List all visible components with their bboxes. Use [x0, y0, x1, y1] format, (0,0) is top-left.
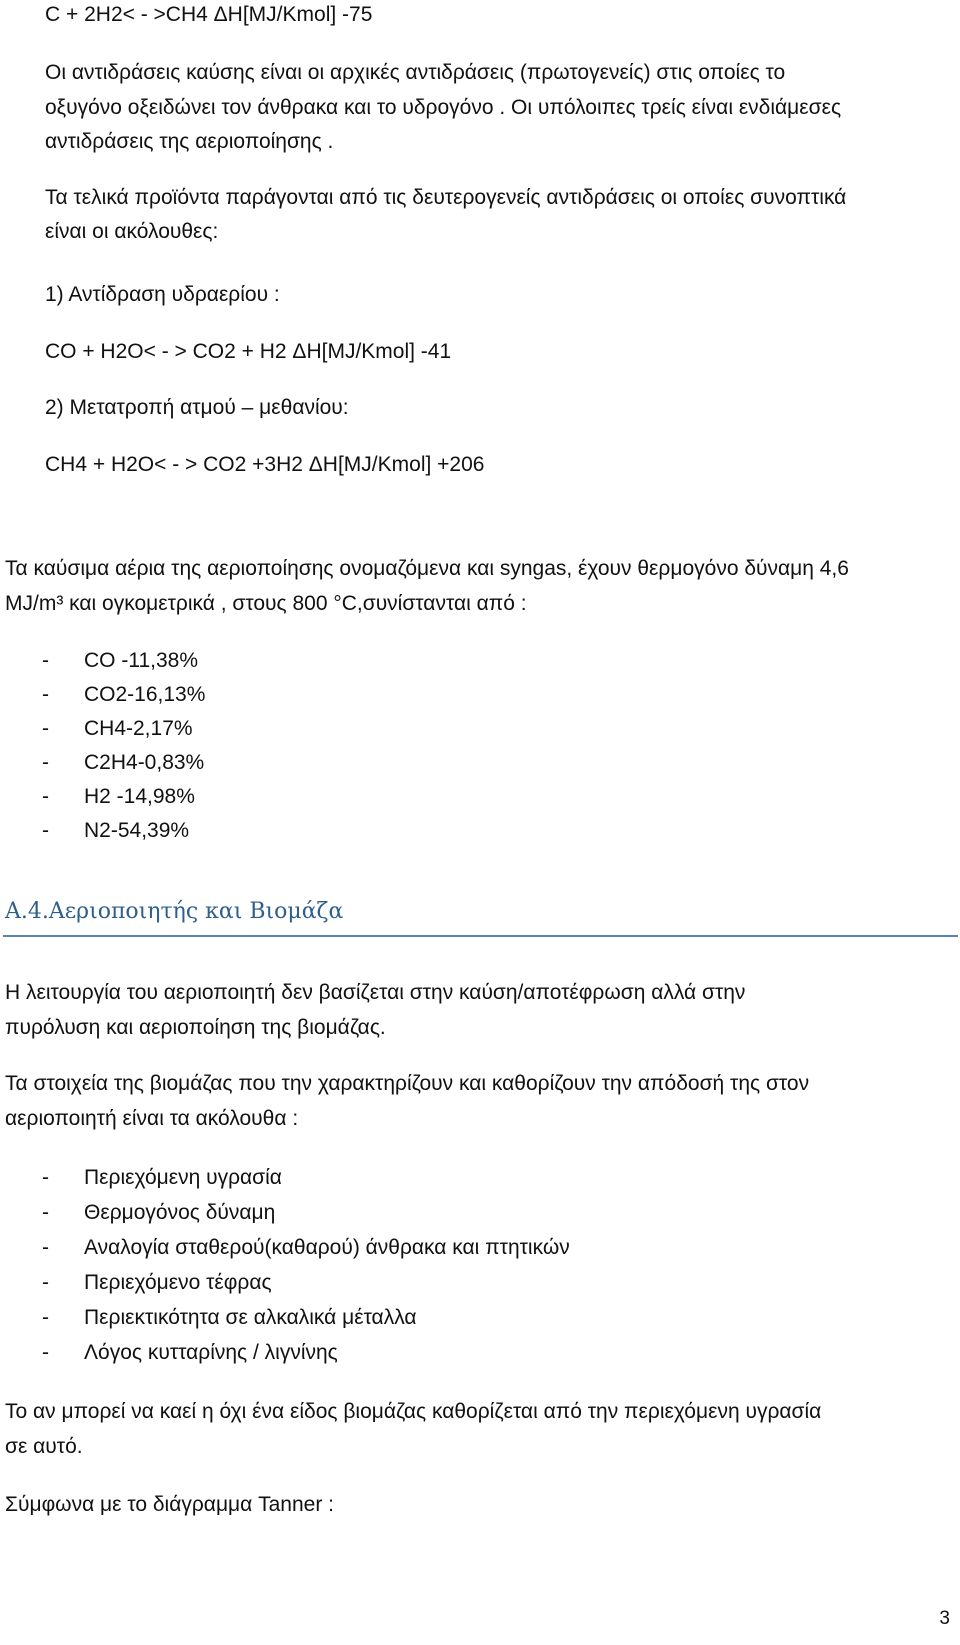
list-item-label: CO -11,38% [84, 649, 198, 672]
paragraph-line: είναι οι ακόλουθες: [45, 220, 219, 243]
paragraph-line: Το αν μπορεί να καεί η όχι ένα είδος βιομάζας καθορίζεται από την περιεχόμενη υγρασία [5, 1400, 822, 1423]
list-item-label: CH4-2,17% [84, 717, 193, 740]
list-item-label: Αναλογία σταθερού(καθαρού) άνθρακα και πτητικών [84, 1236, 570, 1259]
paragraph-line: Τα τελικά προϊόντα παράγονται από τις δευτερογενείς αντιδράσεις οι οποίες συνοπτικά [45, 186, 847, 209]
paragraph-line: Τα καύσιμα αέρια της αεριοποίησης ονομαζόμενα και syngas, έχουν θερμογόνο δύναμη 4,6 [5, 557, 849, 580]
list-item-label: Περιεκτικότητα σε αλκαλικά μέταλλα [84, 1306, 417, 1329]
heading-rule [3, 935, 958, 937]
paragraph-line: πυρόλυση και αεριοποίηση της βιομάζας. [5, 1016, 386, 1039]
paragraph-line: Η λειτουργία του αεριοποιητή δεν βασίζεται στην καύση/αποτέφρωση αλλά στην [5, 981, 746, 1004]
list-item-label: Λόγος κυτταρίνης / λιγνίνης [84, 1341, 338, 1364]
reaction-equation: CO + H2O< - > CO2 + H2 ΔH[MJ/Kmol] -41 [45, 340, 452, 363]
section-heading: A.4.Αεριοποιητής και Βιομάζα [5, 899, 344, 924]
reaction-title: 2) Μετατροπή ατμού – μεθανίου: [45, 396, 349, 419]
page-number: 3 [939, 1608, 950, 1629]
paragraph-line: MJ/m³ και ογκομετρικά , στους 800 °C,συνίστανται από : [5, 592, 527, 615]
list-item-label: Θερμογόνος δύναμη [84, 1201, 276, 1224]
equation-c-h2: C + 2H2< - >CH4 ΔH[MJ/Kmol] -75 [45, 3, 373, 26]
paragraph-line: Τα στοιχεία της βιομάζας που την χαρακτηρίζουν και καθορίζουν την απόδοσή της στον [5, 1072, 810, 1095]
paragraph-line: οξυγόνο οξειδώνει τον άνθρακα και το υδρογόνο . Οι υπόλοιπες τρείς είναι ενδιάμεσες [45, 96, 842, 119]
reaction-title: 1) Αντίδραση υδραερίου : [45, 283, 280, 306]
paragraph-line: σε αυτό. [5, 1435, 83, 1458]
list-item-label: H2 -14,98% [84, 785, 195, 808]
paragraph-line: αεριοποιητή είναι τα ακόλουθα : [5, 1107, 299, 1130]
list-item-label: Περιεχόμενη υγρασία [84, 1166, 282, 1189]
paragraph-line: αντιδράσεις της αεριοποίησης . [45, 130, 334, 153]
list-item-label: N2-54,39% [84, 819, 190, 842]
reaction-equation: CH4 + H2O< - > CO2 +3H2 ΔH[MJ/Kmol] +206 [45, 453, 485, 476]
paragraph-line: Οι αντιδράσεις καύσης είναι οι αρχικές αντιδράσεις (πρωτογενείς) στις οποίες το [45, 61, 786, 84]
list-item-label: CO2-16,13% [84, 683, 206, 706]
list-item-label: C2H4-0,83% [84, 751, 205, 774]
list-item-label: Περιεχόμενο τέφρας [84, 1271, 272, 1294]
paragraph-line: Σύμφωνα με το διάγραμμα Tanner : [5, 1493, 334, 1516]
